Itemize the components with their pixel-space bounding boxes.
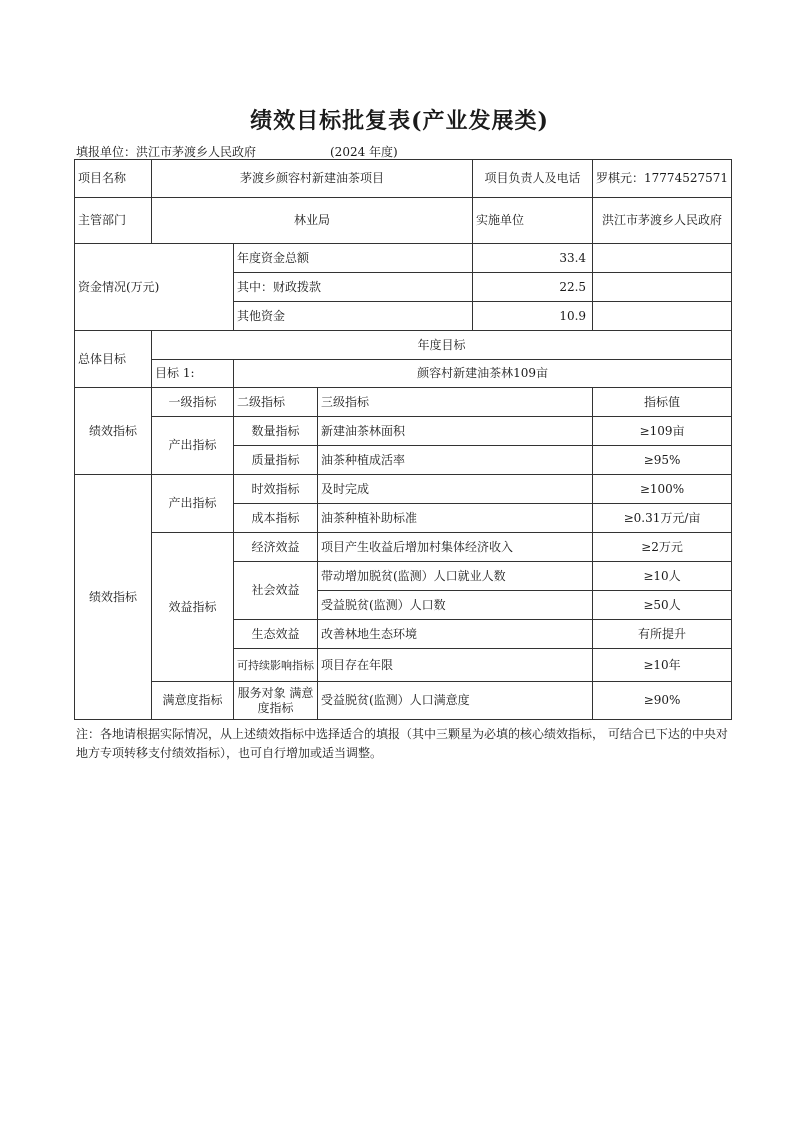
table-row (75, 244, 732, 273)
funds-label: 资金情况(万元) (75, 244, 234, 331)
header-l3: 三级指标 (318, 388, 593, 417)
value-cell: 有所提升 (593, 620, 732, 649)
benefit-label: 效益指标 (152, 533, 234, 682)
l2-cell: 服务对象 满意度指标 (234, 682, 318, 720)
l2-cell: 时效指标 (234, 475, 318, 504)
funds-row-value: 22.5 (473, 273, 593, 302)
funds-row-label: 其中：财政拨款 (234, 273, 473, 302)
perf-label: 绩效指标 (75, 475, 152, 720)
output-label: 产出指标 (152, 417, 234, 475)
table-row (75, 475, 732, 504)
table-row (75, 388, 732, 417)
l2-cell: 质量指标 (234, 446, 318, 475)
footnote: 注：各地请根据实际情况，从上述绩效指标中选择适合的填报（其中三颗星为必填的核心绩效指标， 可结合已下达的中央对地方专项转移支付绩效指标），也可自行增加或适当调整。 (76, 727, 728, 760)
l3-cell: 改善林地生态环境 (318, 620, 593, 649)
target-1-label: 目标 1: (152, 360, 234, 388)
page-title: 绩效目标批复表(产业发展类) (250, 108, 549, 134)
l3-cell: 受益脱贫(监测）人口数 (318, 591, 593, 620)
perf-label: 绩效指标 (75, 388, 152, 475)
l3-cell: 油茶种植成活率 (318, 446, 593, 475)
project-owner-label: 项目负责人及电话 (473, 160, 593, 198)
funds-row-value: 33.4 (473, 244, 593, 273)
value-cell: ≥10年 (593, 649, 732, 682)
project-name-label: 项目名称 (75, 160, 152, 198)
l3-cell: 受益脱贫(监测）人口满意度 (318, 682, 593, 720)
impl-value: 洪江市茅渡乡人民政府 (593, 198, 732, 244)
dept-value: 林业局 (152, 198, 473, 244)
l2-cell: 生态效益 (234, 620, 318, 649)
l2-cell: 数量指标 (234, 417, 318, 446)
value-cell: ≥2万元 (593, 533, 732, 562)
l3-cell: 项目产生收益后增加村集体经济收入 (318, 533, 593, 562)
fill-unit: 填报单位：洪江市茅渡乡人民政府 (76, 145, 257, 159)
table-row (75, 360, 732, 388)
l3-cell: 带动增加脱贫(监测）人口就业人数 (318, 562, 593, 591)
l2-cell: 成本指标 (234, 504, 318, 533)
value-cell: ≥95% (593, 446, 732, 475)
table-row (75, 417, 732, 446)
annual-goal-label: 年度目标 (152, 331, 732, 360)
table-row (75, 198, 732, 244)
target-1-value: 颜容村新建油茶林109亩 (234, 360, 732, 388)
funds-row-value: 10.9 (473, 302, 593, 331)
l3-cell: 油茶种植补助标准 (318, 504, 593, 533)
l3-cell: 项目存在年限 (318, 649, 593, 682)
output-label: 产出指标 (152, 475, 234, 533)
overall-goal-label: 总体目标 (75, 331, 152, 388)
table-row (75, 533, 732, 562)
project-name-value: 茅渡乡颜容村新建油茶项目 (152, 160, 473, 198)
l3-cell: 及时完成 (318, 475, 593, 504)
header-l1: 一级指标 (152, 388, 234, 417)
table-row (75, 160, 732, 198)
value-cell: ≥109亩 (593, 417, 732, 446)
l2-cell: 经济效益 (234, 533, 318, 562)
satisfaction-label: 满意度指标 (152, 682, 234, 720)
header-val: 指标值 (593, 388, 732, 417)
report-year: (2024 年度) (330, 145, 398, 159)
performance-target-table (74, 159, 732, 720)
l3-cell: 新建油茶林面积 (318, 417, 593, 446)
dept-label: 主管部门 (75, 198, 152, 244)
impl-label: 实施单位 (473, 198, 593, 244)
value-cell: ≥100% (593, 475, 732, 504)
table-row (75, 682, 732, 720)
value-cell: ≥90% (593, 682, 732, 720)
funds-row-label: 其他资金 (234, 302, 473, 331)
l2-cell: 可持续影响指标 (234, 649, 318, 682)
table-row (75, 331, 732, 360)
funds-row-label: 年度资金总额 (234, 244, 473, 273)
project-owner-value: 罗棋元：17774527571 (593, 160, 732, 198)
social-label: 社会效益 (234, 562, 318, 620)
value-cell: ≥50人 (593, 591, 732, 620)
value-cell: ≥10人 (593, 562, 732, 591)
header-l2: 二级指标 (234, 388, 318, 417)
value-cell: ≥0.31万元/亩 (593, 504, 732, 533)
